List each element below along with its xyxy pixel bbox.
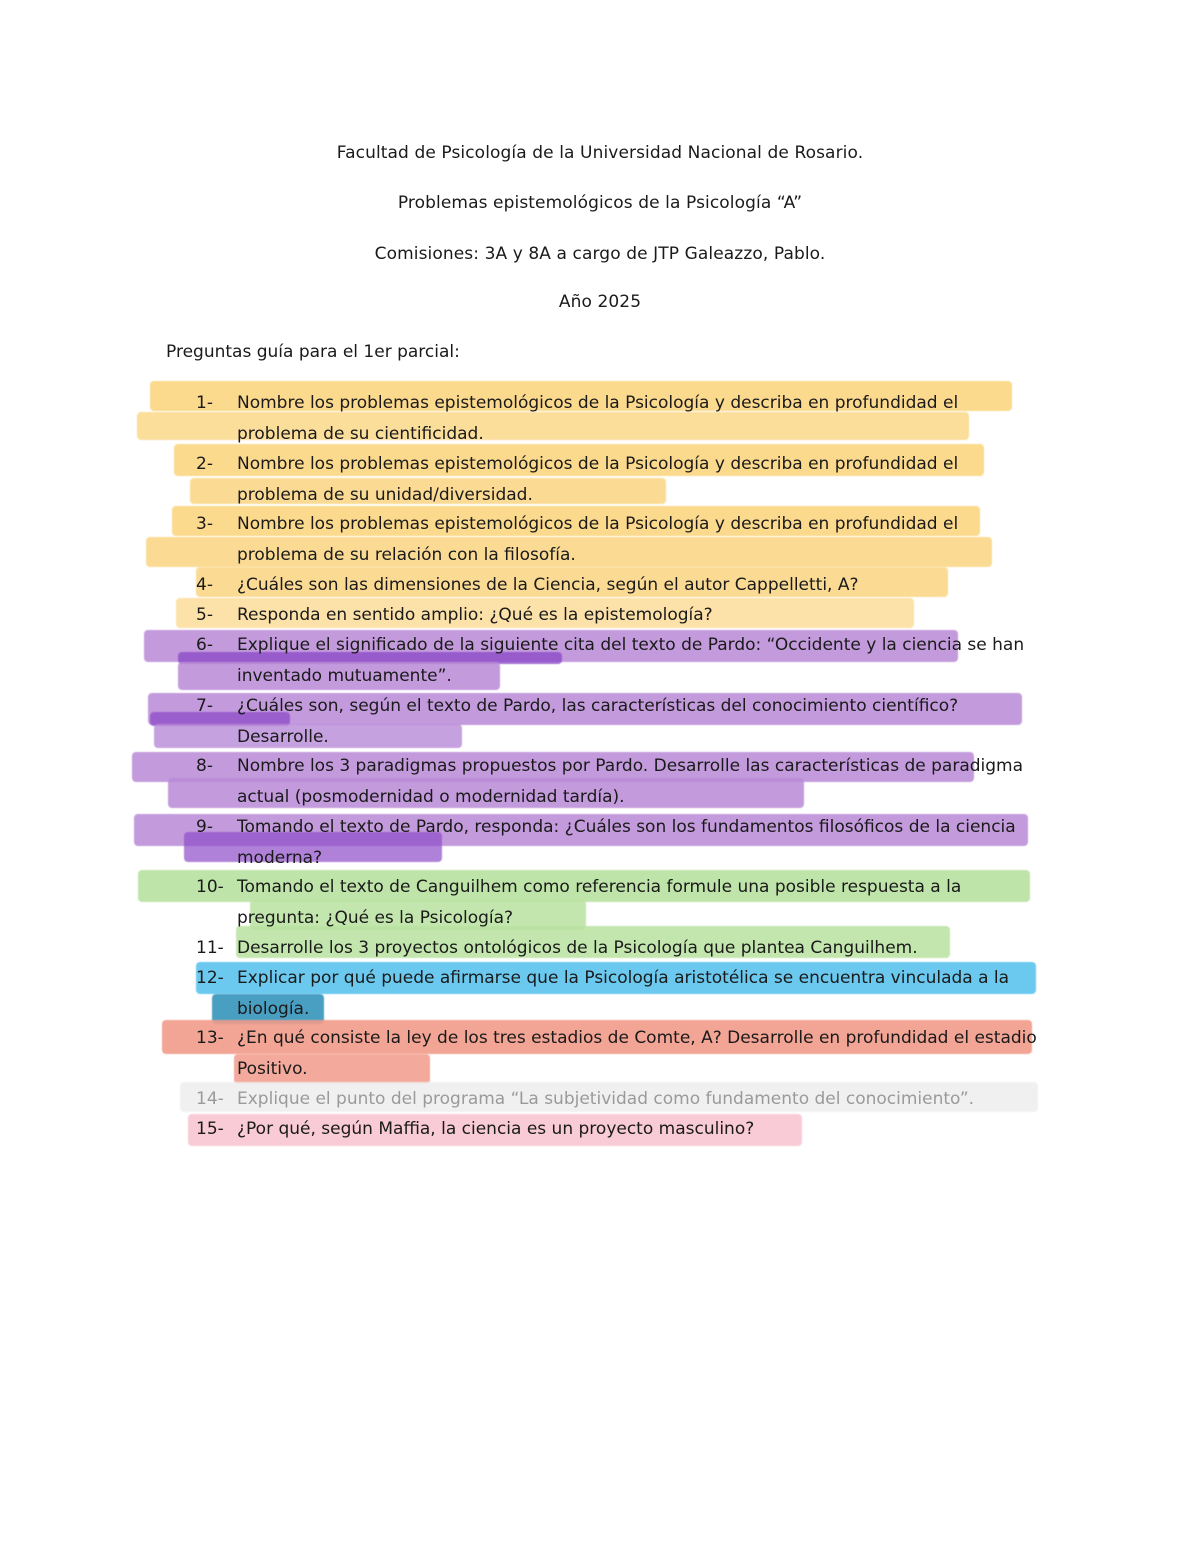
question-number: 15- [196,1119,224,1139]
question-text: Nombre los problemas epistemológicos de la Psicología y describa en profundidad el problema de su unidad/diversidad. [237,454,959,505]
commissions-line: Comisiones: 3A y 8A a cargo de JTP Galeazzo, Pablo. [374,244,826,264]
question-number: 13- [196,1028,224,1048]
question-number: 4- [196,575,213,595]
question-text: ¿Cuáles son, según el texto de Pardo, las características del conocimiento científico? Desarrolle. [237,696,959,747]
question-number: 2- [196,454,213,474]
question-number: 6- [196,635,213,655]
question-text: Explique el punto del programa “La subjetividad como fundamento del conocimiento”. [237,1089,975,1109]
question-text: Tomando el texto de Canguilhem como referencia formule una posible respuesta a la pregunta: ¿Qué es la Psicología? [237,877,962,928]
question-number: 12- [196,968,224,988]
question-number: 9- [196,817,213,837]
question-number: 5- [196,605,213,625]
question-number: 11- [196,938,224,958]
question-text: ¿Por qué, según Maffia, la ciencia es un proyecto masculino? [237,1119,755,1139]
question-number: 8- [196,756,213,776]
question-number: 3- [196,514,213,534]
question-number: 10- [196,877,224,897]
question-text: Nombre los problemas epistemológicos de la Psicología y describa en profundidad el problema de su relación con la filosofía. [237,514,959,565]
question-text: Responda en sentido amplio: ¿Qué es la epistemología? [237,605,713,625]
question-text: ¿Cuáles son las dimensiones de la Ciencia, según el autor Cappelletti, A? [237,575,859,595]
institution-title: Facultad de Psicología de la Universidad Nacional de Rosario. [336,143,864,163]
year-line: Año 2025 [558,292,642,312]
question-text: Tomando el texto de Pardo, responda: ¿Cuáles son los fundamentos filosóficos de la ciencia moderna? [237,817,1016,868]
question-text: Explique el significado de la siguiente cita del texto de Pardo: “Occidente y la ciencia se han inventado mutuamente”. [237,635,1025,686]
intro-text: Preguntas guía para el 1er parcial: [166,342,460,362]
question-number: 1- [196,393,213,413]
question-number: 14- [196,1089,224,1109]
question-text: Explicar por qué puede afirmarse que la Psicología aristotélica se encuentra vinculada a la biología. [237,968,1010,1019]
question-text: Nombre los problemas epistemológicos de la Psicología y describa en profundidad el problema de su cientificidad. [237,393,959,444]
question-text: Desarrolle los 3 proyectos ontológicos de la Psicología que plantea Canguilhem. [237,938,918,958]
question-text: ¿En qué consiste la ley de los tres estadios de Comte, A? Desarrolle en profundidad el estadio Positivo. [237,1028,1037,1079]
question-text: Nombre los 3 paradigmas propuestos por Pardo. Desarrolle las características de paradigma actual (posmodernidad o modernidad tardía). [237,756,1024,807]
question-number: 7- [196,696,213,716]
course-title: Problemas epistemológicos de la Psicología “A” [397,193,803,213]
